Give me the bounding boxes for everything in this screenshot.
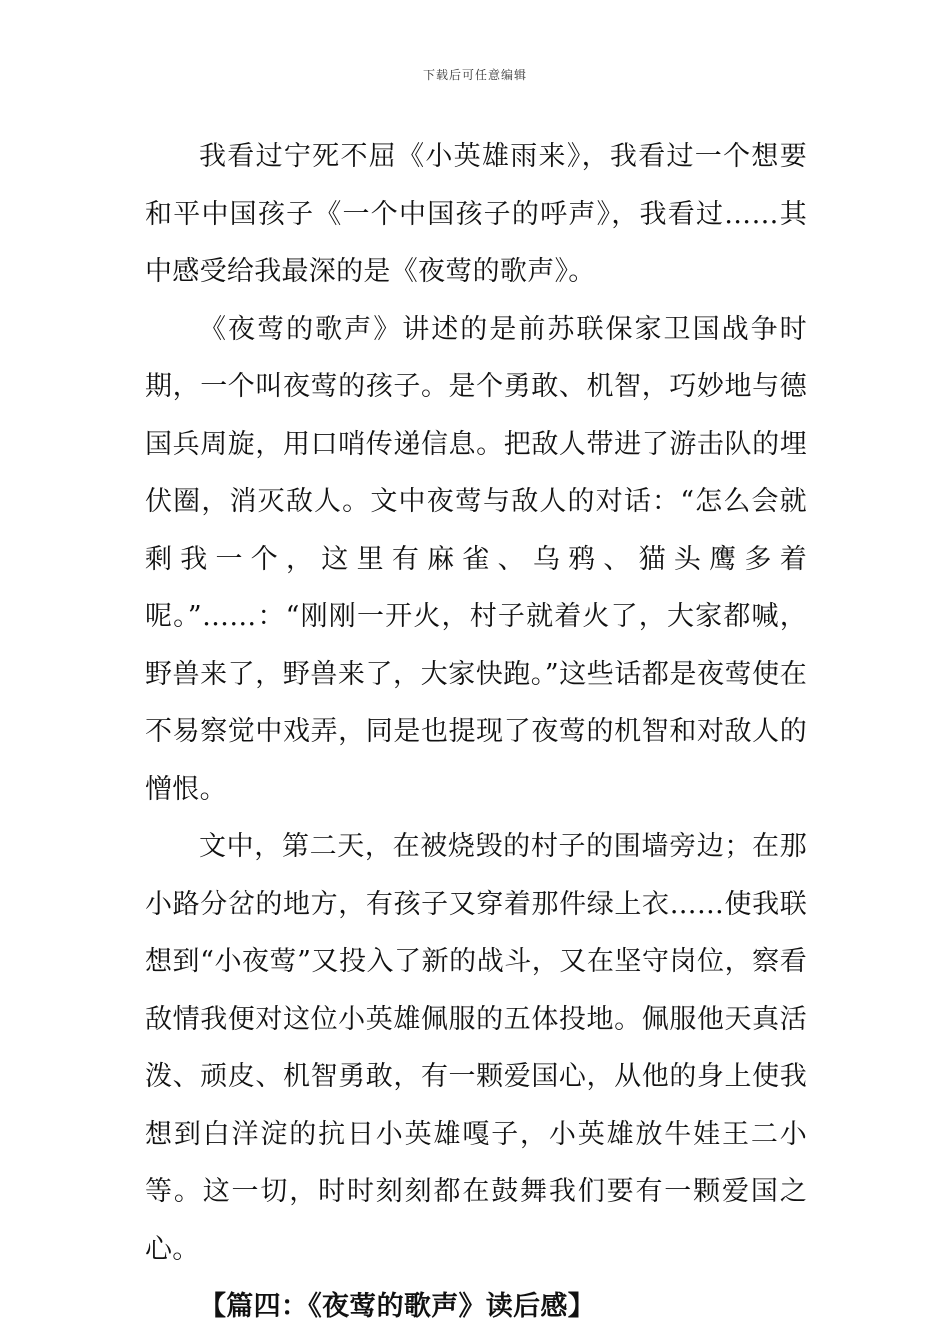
paragraph-2: 《夜莺的歌声》讲述的是前苏联保家卫国战争时期，一个叫夜莺的孩子。是个勇敢、机智，巧妙地与德国兵周旋，用口哨传递信息。把敌人带进了游击队的埋伏圈，消灭敌人。文中夜莺与敌人的对话：“怎么会就剩我一个，这里有麻雀、乌鸦、猫头鹰多着呢。”……：“刚刚一开火，村子就着火了，大家都喊，野兽来了，野兽来了，大家快跑。”这些话都是夜莺使在不易察觉中戏弄，同是也提现了夜莺的机智和对敌人的憎恨。 bbox=[145, 313, 807, 805]
page-header-note: 下载后可任意编辑 bbox=[422, 68, 527, 82]
document-body bbox=[145, 128, 807, 1336]
paragraph-1: 我看过宁死不屈《小英雄雨来》，我看过一个想要和平中国孩子《一个中国孩子的呼声》，我看过……其中感受给我最深的是《夜莺的歌声》。 bbox=[145, 141, 807, 287]
section-heading: 【篇四：《夜莺的歌声》读后感】 bbox=[199, 1291, 595, 1322]
paragraph-3: 文中，第二天，在被烧毁的村子的围墙旁边；在那小路分岔的地方，有孩子又穿着那件绿上衣……使我联想到“小夜莺”又投入了新的战斗，又在坚守岗位，察看敌情我便对这位小英雄佩服的五体投地。佩服他天真活泼、顽皮、机智勇敢，有一颗爱国心，从他的身上使我想到白洋淀的抗日小英雄嘎子，小英雄放牛娃王二小等。这一切，时时刻刻都在鼓舞我们要有一颗爱国之心。 bbox=[145, 831, 807, 1265]
